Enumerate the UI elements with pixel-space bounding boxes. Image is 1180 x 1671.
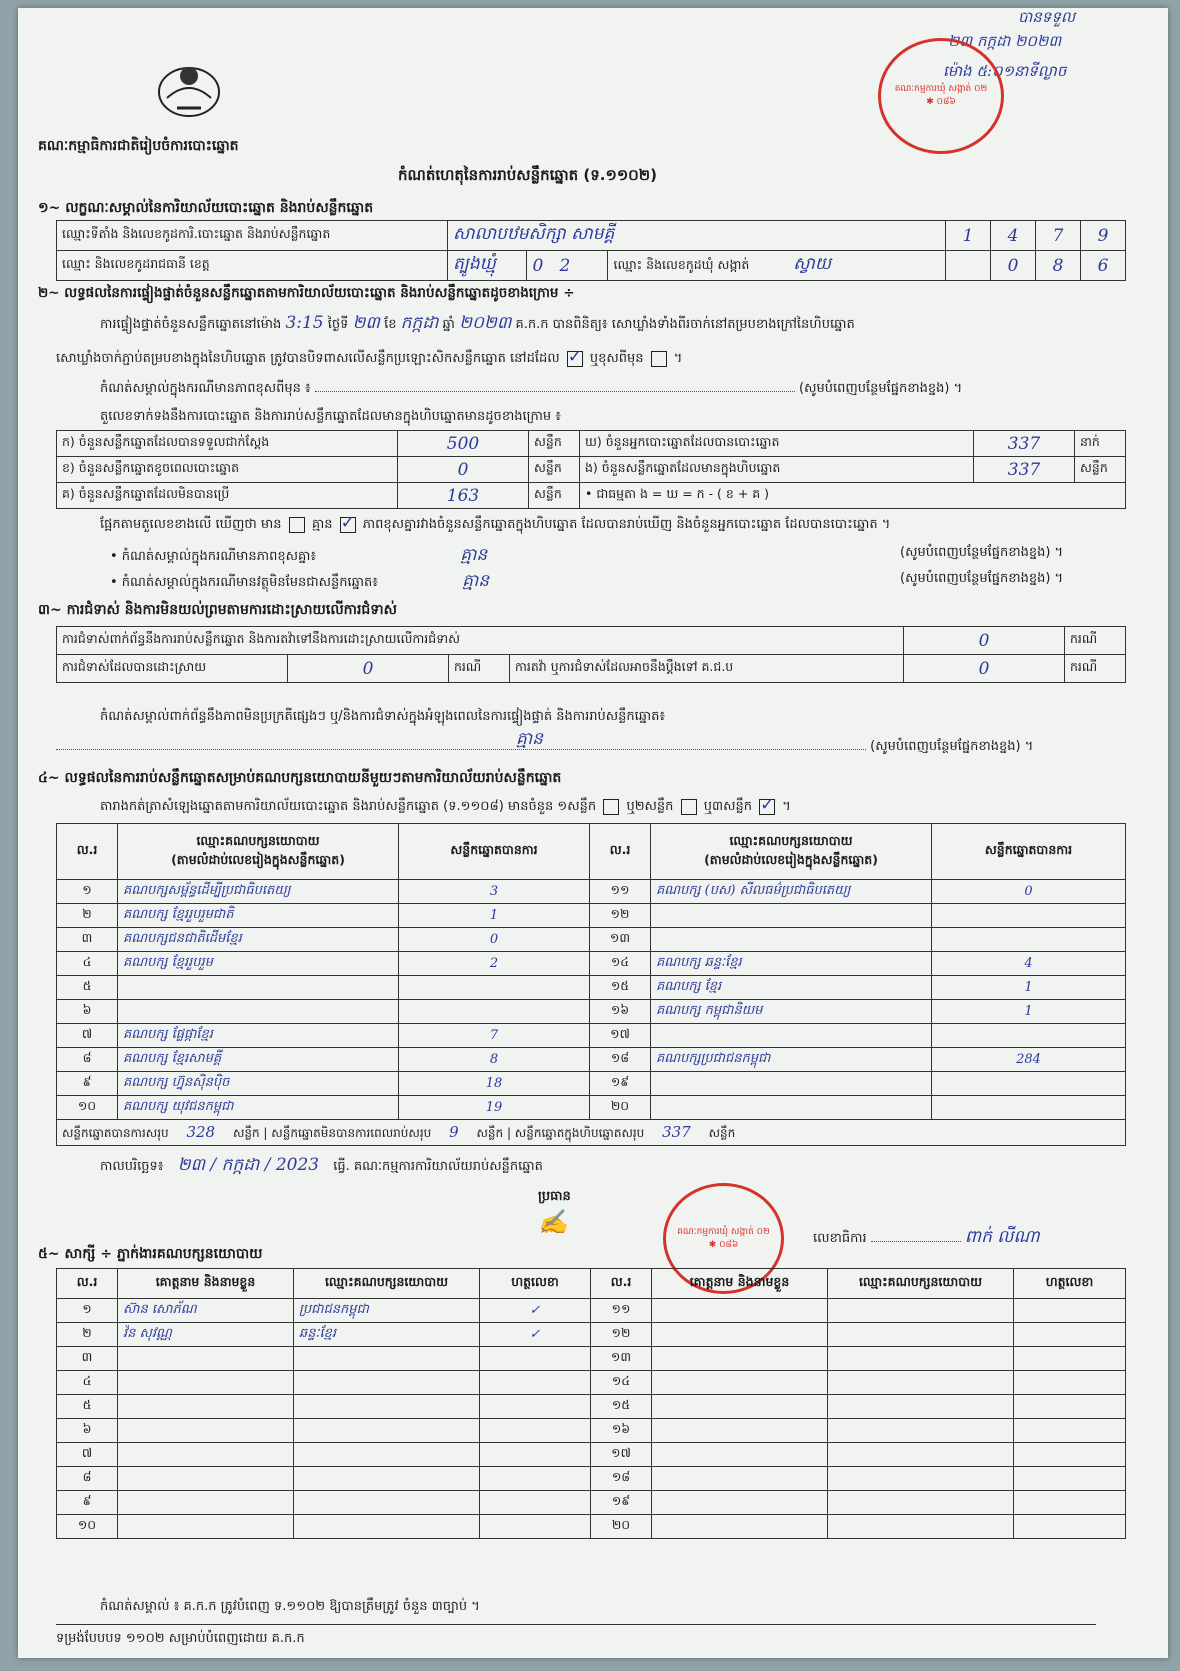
result-votes: 18 xyxy=(399,1072,590,1096)
witness-row xyxy=(57,1491,1126,1515)
result-no: ១៩ xyxy=(590,1072,651,1096)
result-party xyxy=(651,1072,932,1096)
witness-party xyxy=(828,1323,1014,1347)
result-votes: 0 xyxy=(399,928,590,952)
voters-label: ឃ) ចំនួនអ្នកបោះឆ្នោតដែលបានបោះឆ្នោត xyxy=(580,431,974,457)
witness-no: ១ xyxy=(57,1299,118,1323)
section5-title: ៥~ សាក្សី ÷ ភ្នាក់ងារគណបក្សនយោបាយ xyxy=(38,1246,263,1262)
result-party: គណបក្ស (បស) សីលធម៌ប្រជាធិបតេយ្យ xyxy=(651,880,932,904)
witness-no: ៨ xyxy=(57,1467,118,1491)
section4-title: ៤~ លទ្ធផលនៃការរាប់សន្លឹកឆ្នោតសម្រាប់គណបក្សនយោបាយនីមួយៗតាមការិយាល័យរាប់សន្លឹកឆ្នោត xyxy=(38,770,562,786)
commune-code-1: 0 xyxy=(991,251,1036,281)
unused-ballots-label: គ) ចំនួនសន្លឹកឆ្នោតដែលមិនបានប្រើ xyxy=(57,483,398,509)
result-no: ១៨ xyxy=(590,1048,651,1072)
witness-name xyxy=(118,1467,294,1491)
witness-signature xyxy=(1014,1443,1126,1467)
witness-name xyxy=(652,1347,828,1371)
section1-title: ១~ លក្ខណៈសម្គាល់នៃការិយាល័យបោះឆ្នោត និងរាប់សន្លឹកឆ្នោត xyxy=(38,200,374,216)
witness-signature xyxy=(480,1515,591,1539)
no-discrepancy-checkbox[interactable] xyxy=(340,517,356,533)
result-votes xyxy=(932,1096,1126,1120)
result-party xyxy=(118,1000,399,1024)
col-name: គោត្តនាម និងនាមខ្លួន xyxy=(118,1269,294,1299)
section3-title: ៣~ ការជំទាស់ និងការមិនយល់ព្រមតាមការដោះស្រាយលើការជំទាស់ xyxy=(38,602,397,618)
committee-name: គណៈកម្មាធិការជាតិរៀបចំការបោះឆ្នោត xyxy=(38,138,239,154)
received-ballots-value: 500 xyxy=(398,431,529,457)
box-ballots-value: 337 xyxy=(974,457,1075,483)
witness-row xyxy=(57,1515,1126,1539)
unit: នាក់ xyxy=(1075,431,1126,457)
witness-no: ១៥ xyxy=(591,1395,652,1419)
commune-code-2: 8 xyxy=(1036,251,1081,281)
location-table xyxy=(56,220,1126,281)
has-discrepancy-checkbox[interactable] xyxy=(289,517,305,533)
province-label: ឈ្មោះ និងលេខកូដរាជធានី ខេត្ត xyxy=(57,251,448,281)
witness-party: ប្រជាជនកម្ពុជា xyxy=(294,1299,480,1323)
col-no: ល.រ xyxy=(590,824,651,880)
col-party: ឈ្មោះគណបក្សនយោបាយ (តាមលំដាប់លេខរៀងក្នុងសន្លឹកឆ្នោត) xyxy=(651,824,932,880)
two-sheet-checkbox[interactable] xyxy=(681,799,697,815)
witness-row xyxy=(57,1347,1126,1371)
witness-name xyxy=(652,1443,828,1467)
col-sign: ហត្ថលេខា xyxy=(480,1269,591,1299)
result-votes: 1 xyxy=(399,904,590,928)
witness-signature xyxy=(1014,1299,1126,1323)
different-checkbox[interactable] xyxy=(651,351,667,367)
witness-row xyxy=(57,1371,1126,1395)
witness-signature: ✓ xyxy=(480,1299,591,1323)
witness-name xyxy=(652,1323,828,1347)
result-party xyxy=(651,1096,932,1120)
unused-ballots-value: 163 xyxy=(398,483,529,509)
difference-note: កំណត់សម្គាល់ក្នុងករណីមានភាពខុសពីមុន ៖ (សូមបំពេញបន្ថែមផ្នែកខាងខ្នង) ។ xyxy=(100,381,963,396)
objection-label: ការជំទាស់ពាក់ព័ន្ធនឹងការរាប់សន្លឹកឆ្នោត និងការតវ៉ាទៅនឹងការដោះស្រាយលើការជំទាស់ xyxy=(57,627,904,655)
result-no: ១១ xyxy=(590,880,651,904)
witness-no: ៧ xyxy=(57,1443,118,1467)
result-no: ១៣ xyxy=(590,928,651,952)
totals-row: សន្លឹកឆ្នោតបានការសរុប 328 សន្លឹក | សន្លឹកឆ្នោតមិនបានការពេលរាប់សរុប 9 សន្លឹក | សន្លឹកឆ្នោតក្នុងហិបឆ្នោតសរុប 337 សន្លឹក xyxy=(57,1120,1126,1146)
witness-signature xyxy=(1014,1371,1126,1395)
witness-no: ១៩ xyxy=(591,1491,652,1515)
result-no: ៦ xyxy=(57,1000,118,1024)
witness-no: ១១ xyxy=(591,1299,652,1323)
result-party: គណបក្ស ខ្មែរ xyxy=(651,976,932,1000)
witness-signature xyxy=(480,1371,591,1395)
witness-party xyxy=(294,1395,480,1419)
result-votes: 2 xyxy=(399,952,590,976)
form-page xyxy=(18,8,1168,1658)
witness-name xyxy=(118,1419,294,1443)
non-ballot-note: • កំណត់សម្គាល់ក្នុងករណីមានវត្ថុមិនមែនជាសន្លឹកឆ្នោត៖ គ្មាន (សូមបំពេញបន្ថែមផ្នែកខាងខ្នង) ។ xyxy=(110,571,1064,591)
signature-stamp: គណៈកម្មការឃុំ សង្កាត់ ០២ ✱ ០៨៦ xyxy=(663,1183,784,1294)
result-no: ១៥ xyxy=(590,976,651,1000)
result-no: ១៤ xyxy=(590,952,651,976)
witness-name xyxy=(118,1443,294,1467)
one-sheet-checkbox[interactable] xyxy=(603,799,619,815)
result-votes xyxy=(932,1024,1126,1048)
received-date: ២៣ កក្កដា ២០២៣ xyxy=(948,32,1062,50)
witness-party xyxy=(828,1347,1014,1371)
commune-code-3: 6 xyxy=(1081,251,1126,281)
result-party xyxy=(651,928,932,952)
location-code-4: 9 xyxy=(1081,221,1126,251)
witness-name xyxy=(652,1395,828,1419)
result-votes: 0 xyxy=(932,880,1126,904)
result-party xyxy=(651,1024,932,1048)
emblem-icon xyxy=(153,58,225,120)
witness-signature xyxy=(480,1395,591,1419)
result-no: ១៧ xyxy=(590,1024,651,1048)
result-party: គណបក្ស ខ្មែររួបរួម xyxy=(118,952,399,976)
witness-signature xyxy=(480,1419,591,1443)
spoiled-ballots-label: ខ) ចំនួនសន្លឹកឆ្នោតខូចពេលបោះឆ្នោត xyxy=(57,457,398,483)
result-party: គណបក្សសម្ព័ន្ធដើម្បីប្រជាធិបតេយ្យ xyxy=(118,880,399,904)
witness-signature xyxy=(1014,1347,1126,1371)
result-votes: 3 xyxy=(399,880,590,904)
witness-row xyxy=(57,1443,1126,1467)
three-sheet-checkbox[interactable] xyxy=(759,799,775,815)
witness-name: វ៉ន សុវណ្ណ xyxy=(118,1323,294,1347)
witness-table xyxy=(56,1268,1126,1539)
result-party: គណបក្សប្រជាជនកម្ពុជា xyxy=(651,1048,932,1072)
unit: ករណី xyxy=(449,655,510,683)
result-no: ៧ xyxy=(57,1024,118,1048)
objection-value: 0 xyxy=(904,627,1065,655)
witness-signature xyxy=(1014,1515,1126,1539)
witness-signature xyxy=(480,1467,591,1491)
results-row xyxy=(57,904,1126,928)
witness-party xyxy=(294,1467,480,1491)
result-party: គណបក្ស ឆន្ទៈខ្មែរ xyxy=(651,952,932,976)
col-party: ឈ្មោះគណបក្សនយោបាយ (តាមលំដាប់លេខរៀងក្នុងសន្លឹកឆ្នោត) xyxy=(118,824,399,880)
results-row xyxy=(57,976,1126,1000)
witness-name xyxy=(652,1491,828,1515)
province-value: ត្បូងឃ្មុំ xyxy=(448,251,527,281)
witness-name xyxy=(118,1395,294,1419)
witness-party xyxy=(294,1515,480,1539)
witness-party: ឆន្ទៈខ្មែរ xyxy=(294,1323,480,1347)
result-no: ១៦ xyxy=(590,1000,651,1024)
province-code: 0 2 xyxy=(527,251,608,281)
result-no: ៨ xyxy=(57,1048,118,1072)
result-no: ២ xyxy=(57,904,118,928)
witness-signature xyxy=(1014,1395,1126,1419)
result-no: ១២ xyxy=(590,904,651,928)
witness-party xyxy=(294,1443,480,1467)
result-no: ៥ xyxy=(57,976,118,1000)
result-party: គណបក្ស យុវជនកម្ពុជា xyxy=(118,1096,399,1120)
witness-name xyxy=(118,1347,294,1371)
irregularity-note: កំណត់សម្គាល់ពាក់ព័ន្ធនឹងភាពមិនប្រក្រតីផ្សេងៗ ឬ/និងការជំទាស់ក្នុងអំឡុងពេលនៃការផ្ទៀងផ្ទាត់ និងការរាប់សន្លឹកឆ្នោត៖ xyxy=(100,709,666,724)
witness-party xyxy=(294,1347,480,1371)
witness-party xyxy=(828,1491,1014,1515)
results-row xyxy=(57,928,1126,952)
witness-no: ១៤ xyxy=(591,1371,652,1395)
bottom-divider xyxy=(56,1624,1096,1625)
result-votes: 4 xyxy=(932,952,1126,976)
witness-party xyxy=(828,1443,1014,1467)
president-signature: ✍ xyxy=(538,1208,568,1236)
result-votes: 8 xyxy=(399,1048,590,1072)
witness-no: ៦ xyxy=(57,1419,118,1443)
witness-name xyxy=(118,1371,294,1395)
col-votes: សន្លឹកឆ្នោតបានការ xyxy=(932,824,1126,880)
results-row xyxy=(57,1024,1126,1048)
witness-signature xyxy=(1014,1419,1126,1443)
witness-party xyxy=(828,1299,1014,1323)
received-ballots-label: ក) ចំនួនសន្លឹកឆ្នោតដែលបានទទួលជាក់ស្តែង xyxy=(57,431,398,457)
result-party: គណបក្ស កម្ពុជានិយម xyxy=(651,1000,932,1024)
witness-row xyxy=(57,1467,1126,1491)
location-label: ឈ្មោះទីតាំង និងលេខកូដការិ.បោះឆ្នោត និងរាប់សន្លឹកឆ្នោត xyxy=(57,221,448,251)
received-label: បានទទួល xyxy=(1018,8,1076,26)
witness-no: ៩ xyxy=(57,1491,118,1515)
objection-table xyxy=(56,626,1126,683)
form-footer: ទម្រង់បែបបទ ១១០២ សម្រាប់បំពេញដោយ គ.ក.ក xyxy=(56,1631,305,1646)
location-code-2: 4 xyxy=(991,221,1036,251)
official-stamp: គណៈកម្មការឃុំ សង្កាត់ ០២ ✱ ០៨៦ xyxy=(878,38,1004,154)
results-row xyxy=(57,1072,1126,1096)
witness-name xyxy=(118,1515,294,1539)
unit: សន្លឹក xyxy=(529,457,580,483)
col-no: ល.រ xyxy=(57,1269,118,1299)
result-votes xyxy=(932,928,1126,952)
result-party: គណបក្ស ខ្មែរសាមគ្គី xyxy=(118,1048,399,1072)
witness-party xyxy=(294,1491,480,1515)
unit: សន្លឹក xyxy=(529,483,580,509)
irregularity-line: (សូមបំពេញបន្ថែមផ្នែកខាងខ្នង) ។ គ្មាន xyxy=(56,738,1136,757)
discrepancy-line: ផ្អែកតាមតួលេខខាងលើ ឃើញថា មាន គ្មាន ✓ ភាពខុសគ្នារវាងចំនួនសន្លឹកឆ្នោតក្នុងហិបឆ្នោត ដែលបានរាប់ឃើញ និងចំនួនអ្នកបោះឆ្នោត ដែលបានបោះឆ្នោត ។ xyxy=(100,516,1140,535)
figures-intro: តួលេខទាក់ទងនឹងការបោះឆ្នោត និងការរាប់សន្លឹកឆ្នោតដែលមានក្នុងហិបឆ្នោតមានដូចខាងក្រោម ៖ xyxy=(100,409,561,424)
result-votes xyxy=(932,1072,1126,1096)
witness-no: ១៧ xyxy=(591,1443,652,1467)
results-row xyxy=(57,1096,1126,1120)
result-no: ៣ xyxy=(57,928,118,952)
result-votes: 7 xyxy=(399,1024,590,1048)
result-votes xyxy=(932,904,1126,928)
witness-signature xyxy=(1014,1467,1126,1491)
witness-no: ៤ xyxy=(57,1371,118,1395)
witness-party xyxy=(828,1395,1014,1419)
results-table xyxy=(56,823,1126,1146)
witness-signature xyxy=(480,1347,591,1371)
result-party xyxy=(118,976,399,1000)
section2-title: ២~ លទ្ធផលនៃការផ្ទៀងផ្ទាត់ចំនួនសន្លឹកឆ្នោតតាមការិយាល័យបោះឆ្នោត និងរាប់សន្លឹកឆ្នោតដូចខាងក្រោម ÷ xyxy=(38,285,575,301)
result-votes: 284 xyxy=(932,1048,1126,1072)
result-no: ៩ xyxy=(57,1072,118,1096)
unit: សន្លឹក xyxy=(1075,457,1126,483)
unit: ករណី xyxy=(1065,655,1126,683)
witness-no: ១០ xyxy=(57,1515,118,1539)
witness-name xyxy=(118,1491,294,1515)
verification-line2: សោឃ្លាំងចាក់ភ្ជាប់តម្របខាងក្នុងនៃហិបឆ្នោត ត្រូវបានបិទពាសលើសន្លឹកប្រឡោះសិកសន្លឹកឆ្នោត នៅដដែល ✓ ឬខុសពីមុន ។ xyxy=(56,350,682,369)
resolved-value: 0 xyxy=(288,655,449,683)
secretary-line: លេខាធិការ ពាក់ លីណា xyxy=(813,1227,1040,1247)
witness-signature xyxy=(1014,1491,1126,1515)
date-line: កាលបរិច្ឆេទ៖ ២៣ / កក្កដា / 2023 ធ្វើ. គណៈកម្មការការិយាល័យរាប់សន្លឹកឆ្នោត xyxy=(100,1155,543,1175)
verification-line1: ការផ្ទៀងផ្ទាត់ចំនួនសន្លឹកឆ្នោតនៅម៉ោង 3:15 ថ្ងៃទី ២៣ ខែ កក្កដា ឆ្នាំ ២០២៣ គ.ក.ក បានពិនិត្យ៖ សោឃ្លាំងទាំងពីរចាក់នៅតម្របខាងក្រៅនៃហិបឆ្នោត xyxy=(100,313,855,333)
col-name: គោត្តនាម និងនាមខ្លួន xyxy=(652,1269,828,1299)
result-no: ១ xyxy=(57,880,118,904)
received-time: ម៉ោង ៥:០១នាទីល្ងាច xyxy=(943,62,1067,80)
result-no: ១០ xyxy=(57,1096,118,1120)
result-party: គណបក្ស ខ្មែររួបរួមជាតិ xyxy=(118,904,399,928)
president-label: ប្រធាន xyxy=(538,1189,571,1204)
appeal-label: ការតវ៉ា ឬការជំទាស់ដែលអាចនឹងប្តឹងទៅ គ.ជ.ប xyxy=(510,655,904,683)
location-code-1: 1 xyxy=(946,221,991,251)
witness-row xyxy=(57,1323,1126,1347)
witness-row xyxy=(57,1395,1126,1419)
footnote: កំណត់សម្គាល់ ៖ គ.ក.ក ត្រូវបំពេញ ទ.១១០២ ឱ្យបានត្រឹមត្រូវ ចំនួន ៣ច្បាប់ ។ xyxy=(100,1599,480,1614)
col-votes: សន្លឹកឆ្នោតបានការ xyxy=(399,824,590,880)
spoiled-ballots-value: 0 xyxy=(398,457,529,483)
witness-row xyxy=(57,1299,1126,1323)
result-party: គណបក្ស ផ្លែផ្កាខ្មែរ xyxy=(118,1024,399,1048)
col-party: ឈ្មោះគណបក្សនយោបាយ xyxy=(294,1269,480,1299)
results-row xyxy=(57,952,1126,976)
witness-no: ២ xyxy=(57,1323,118,1347)
witness-row xyxy=(57,1419,1126,1443)
witness-no: ២០ xyxy=(591,1515,652,1539)
col-sign: ហត្ថលេខា xyxy=(1014,1269,1126,1299)
results-row xyxy=(57,1000,1126,1024)
result-party xyxy=(651,904,932,928)
discrepancy-note: • កំណត់សម្គាល់ក្នុងករណីមានភាពខុសគ្នា៖ គ្មាន (សូមបំពេញបន្ថែមផ្នែកខាងខ្នង) ។ xyxy=(110,545,1064,565)
col-no: ល.រ xyxy=(591,1269,652,1299)
form-title: កំណត់ហេតុនៃការរាប់សន្លឹកឆ្នោត (ទ.១១០២) xyxy=(398,166,658,184)
witness-party xyxy=(828,1515,1014,1539)
witness-party xyxy=(828,1467,1014,1491)
unit: ករណី xyxy=(1065,627,1126,655)
col-party: ឈ្មោះគណបក្សនយោបាយ xyxy=(828,1269,1014,1299)
formula-label: • ជាធម្មតា ង = ឃ = ក - ( ខ + គ ) xyxy=(580,483,1126,509)
results-row xyxy=(57,880,1126,904)
witness-no: ១៦ xyxy=(591,1419,652,1443)
result-votes xyxy=(399,976,590,1000)
witness-signature xyxy=(1014,1323,1126,1347)
results-row xyxy=(57,1048,1126,1072)
appeal-value: 0 xyxy=(904,655,1065,683)
witness-name xyxy=(652,1371,828,1395)
witness-signature xyxy=(480,1443,591,1467)
result-votes xyxy=(399,1000,590,1024)
witness-no: ១២ xyxy=(591,1323,652,1347)
witness-no: ១៨ xyxy=(591,1467,652,1491)
witness-signature: ✓ xyxy=(480,1323,591,1347)
witness-name xyxy=(652,1515,828,1539)
result-no: ៤ xyxy=(57,952,118,976)
resolved-label: ការជំទាស់ដែលបានដោះស្រាយ xyxy=(57,655,288,683)
witness-no: ៥ xyxy=(57,1395,118,1419)
result-party: គណបក្សជនជាតិដើមខ្មែរ xyxy=(118,928,399,952)
result-votes: 1 xyxy=(932,976,1126,1000)
same-checkbox[interactable] xyxy=(567,351,583,367)
witness-party xyxy=(294,1419,480,1443)
result-party: គណបក្ស ហ្វ៊ុនស៊ិនប៉ិច xyxy=(118,1072,399,1096)
witness-party xyxy=(828,1371,1014,1395)
result-no: ២០ xyxy=(590,1096,651,1120)
witness-name: ស៊ាន សោភ័ណ xyxy=(118,1299,294,1323)
location-value: សាលាបឋមសិក្សា សាមគ្គី xyxy=(448,221,946,251)
result-votes: 19 xyxy=(399,1096,590,1120)
witness-no: ៣ xyxy=(57,1347,118,1371)
unit: សន្លឹក xyxy=(529,431,580,457)
witness-signature xyxy=(480,1491,591,1515)
witness-no: ១៣ xyxy=(591,1347,652,1371)
voters-value: 337 xyxy=(974,431,1075,457)
col-no: ល.រ xyxy=(57,824,118,880)
box-ballots-label: ង) ចំនួនសន្លឹកឆ្នោតដែលមានក្នុងហិបឆ្នោត xyxy=(580,457,974,483)
result-votes: 1 xyxy=(932,1000,1126,1024)
commune-label: ឈ្មោះ និងលេខកូដឃុំ សង្កាត់ ស្វាយ xyxy=(608,251,946,281)
witness-name xyxy=(652,1419,828,1443)
witness-party xyxy=(294,1371,480,1395)
witness-name xyxy=(652,1467,828,1491)
location-code-3: 7 xyxy=(1036,221,1081,251)
tally-sheets-line: តារាងកត់ត្រាសំឡេងឆ្នោតតាមការិយាល័យបោះឆ្នោត និងរាប់សន្លឹកឆ្នោត (ទ.១១០៨) មានចំនួន ១សន្លឹក ឬ២សន្លឹក ឬ៣សន្លឹក ✓ ។ xyxy=(100,798,791,817)
witness-party xyxy=(828,1419,1014,1443)
witness-name xyxy=(652,1299,828,1323)
ballot-figures-table xyxy=(56,430,1126,509)
